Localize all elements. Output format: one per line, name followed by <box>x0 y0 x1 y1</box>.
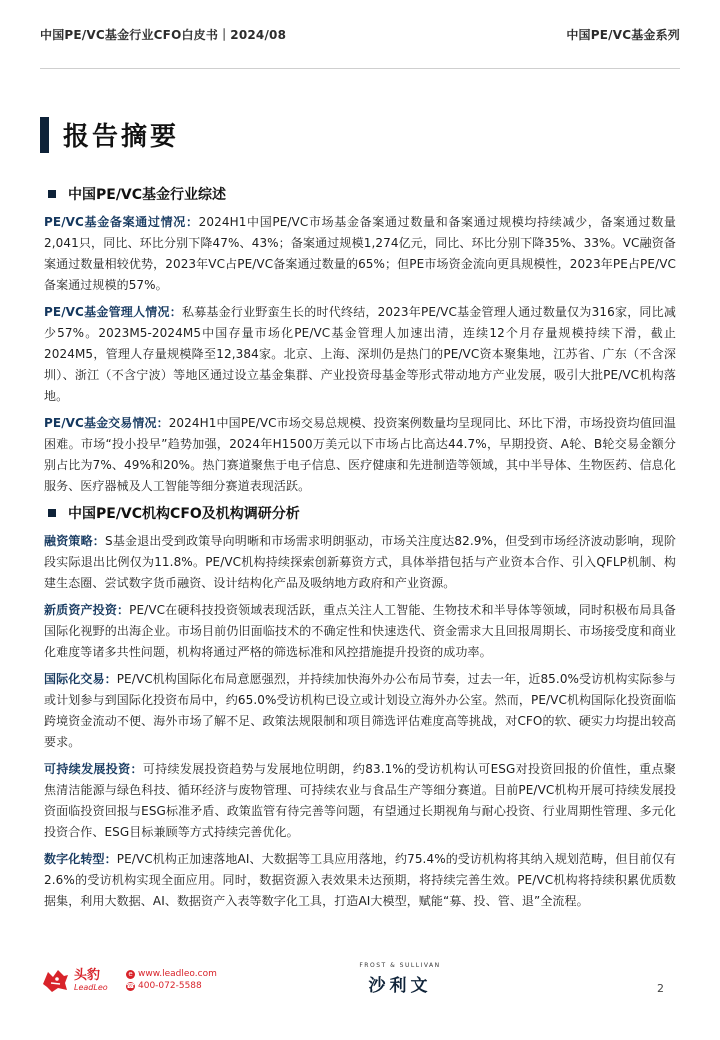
paragraph-fund-managers <box>44 302 676 407</box>
paragraph-lead: 可持续发展投资： <box>44 762 143 776</box>
paragraph-text: PE/VC机构国际化布局意愿强烈，并持续加快海外办公布局节奏，过去一年，近85.0%受访机构实际参与或计划参与到国际化投资布局中，约65.0%受访机构已设立或计划设立海外办公室。然而，PE/VC机构国际化投资面临跨境资金流动不便、海外市场了解不足、政策法规限制和项目筛选评估难度高等挑战，对CFO的软、硬实力均提出较高要求。 <box>44 672 677 749</box>
phone-number: 400-072-5588 <box>138 981 202 991</box>
paragraph-digital-transformation <box>44 849 676 912</box>
paragraph-text: S基金退出受到政策导向明晰和市场需求明朗驱动，市场关注度达82.9%，但受到市场经济波动影响，现阶段实际退出比例仅为11.8%。PE/VC机构持续探索创新募资方式，具体举措包括与产业资本合作、引入QFLP机制、构建生态圈、尝试数字货币融资、设计结构化产品及吸纳地方政府和产业资源。 <box>44 534 676 590</box>
page-title-block <box>40 116 179 153</box>
paragraph-international-deals <box>44 669 676 753</box>
section-heading <box>44 503 676 523</box>
paragraph-new-quality-assets <box>44 600 676 663</box>
page-header <box>40 0 680 68</box>
report-title-header: 中国PE/VC基金行业CFO白皮书｜2024/08 <box>40 27 287 42</box>
paragraph-lead: 国际化交易： <box>44 672 117 686</box>
square-bullet-icon <box>48 509 56 517</box>
leopard-head-icon <box>40 966 70 994</box>
paragraph-financing-strategy <box>44 531 676 594</box>
leadleo-logo <box>40 966 108 994</box>
page-title: 报告摘要 <box>63 122 180 152</box>
paragraph-text: 2024H1中国PE/VC市场基金备案通过数量和备案通过规模均持续减少，备案通过数量2,041只，同比、环比分别下降47%、43%；备案通过规模1,274亿元，同比、环比分别下降35%、33%。VC融资备案通过数量相较优势，2023年VC占PE/VC备案通过数量的65%；但PE市场资金流向更具规模性，2023年PE占PE/VC备案通过规模的57%。 <box>44 215 676 292</box>
logo-english-name: LeadLeo <box>74 982 108 992</box>
title-accent-bar <box>40 117 49 153</box>
frost-sullivan-logo <box>340 962 460 996</box>
page-footer <box>40 962 680 1002</box>
paragraph-lead: 融资策略： <box>44 534 105 548</box>
square-bullet-icon <box>48 190 56 198</box>
partner-english-name: FROST & SULLIVAN <box>359 962 441 969</box>
globe-icon: e <box>126 970 135 979</box>
paragraph-text: 可持续发展投资趋势与发展地位明朗，约83.1%的受访机构认可ESG对投资回报的价值性，重点聚焦清洁能源与绿色科技、循环经济与废物管理、可持续农业与食品生产等细分赛道。目前PE/VC机构开展可持续发展投资面临投资回报与ESG标准矛盾、政策监管有待完善等问题，有望通过长期视角与耐心投资、行业周期性管理、多元化投资合作、ESG目标兼顾等方式持续完善优化。 <box>44 762 676 839</box>
paragraph-fund-transactions <box>44 413 676 497</box>
paragraph-text: PE/VC机构正加速落地AI、大数据等工具应用落地，约75.4%的受访机构将其纳入规划范畴，但目前仅有2.6%的受访机构实现全面应用。同时，数据资源入表效果未达预期，将持续完善生效。PE/VC机构将持续积累优质数据集，利用大数据、AI、数据资产入表等数字化工具，打造AI大模型，赋能“募、投、管、退”全流程。 <box>44 852 677 908</box>
header-divider <box>40 68 680 69</box>
paragraph-lead: PE/VC基金备案通过情况： <box>44 215 199 229</box>
summary-content <box>44 184 676 918</box>
paragraph-text: PE/VC在硬科技投资领域表现活跃，重点关注人工智能、生物技术和半导体等领域，同时积极布局具备国际化视野的出海企业。市场目前仍旧面临技术的不确定性和快速迭代、资金需求大且回报周期长、市场接受度和商业化难度等诸多共性问题，机构将通过严格的筛选标准和风控措施提升投资的成功率。 <box>44 603 677 659</box>
contact-info <box>126 968 217 992</box>
section-heading-text: 中国PE/VC机构CFO及机构调研分析 <box>68 506 300 522</box>
partner-chinese-name: 沙利文 <box>368 976 432 996</box>
series-name-header: 中国PE/VC基金系列 <box>566 27 680 42</box>
section-heading <box>44 184 676 204</box>
paragraph-lead: PE/VC基金交易情况： <box>44 416 169 430</box>
website-link[interactable]: www.leadleo.com <box>138 969 217 979</box>
page-number: 2 <box>657 982 664 995</box>
paragraph-lead: 数字化转型： <box>44 852 117 866</box>
phone-icon: ☎ <box>126 982 135 990</box>
section-industry-overview <box>44 184 676 497</box>
logo-chinese-name: 头豹 <box>74 967 101 983</box>
paragraph-sustainable-investment <box>44 759 676 843</box>
paragraph-lead: PE/VC基金管理人情况： <box>44 305 182 319</box>
paragraph-text: 私募基金行业野蛮生长的时代终结，2023年PE/VC基金管理人通过数量仅为316家，同比减少57%。2023M5-2024M5中国存量市场化PE/VC基金管理人加速出清，连续12个月存量规模持续下滑，截止2024M5，管理人存量规模降至12,384家。北京、上海、深圳仍是热门的PE/VC资本聚集地，江苏省、广东（不含深圳）、浙江（不含宁波）等地区通过设立基金集群、产业投资母基金等形式带动地方产业发展，吸引大批PE/VC机构落地。 <box>44 305 676 403</box>
paragraph-text: 2024H1中国PE/VC市场交易总规模、投资案例数量均呈现同比、环比下滑，市场投资均值回温困难。市场“投小投早”趋势加强，2024年H1500万美元以下市场占比高达44.7%，早期投资、A轮、B轮交易金额分别占比为7%、49%和20%。热门赛道聚焦于电子信息、医疗健康和先进制造等领域，其中半导体、生物医药、信息化服务、医疗器械及人工智能等细分赛道表现活跃。 <box>44 416 677 493</box>
paragraph-lead: 新质资产投资： <box>44 603 130 617</box>
section-cfo-survey <box>44 503 676 912</box>
section-heading-text: 中国PE/VC基金行业综述 <box>68 187 227 203</box>
paragraph-fund-filing <box>44 212 676 296</box>
